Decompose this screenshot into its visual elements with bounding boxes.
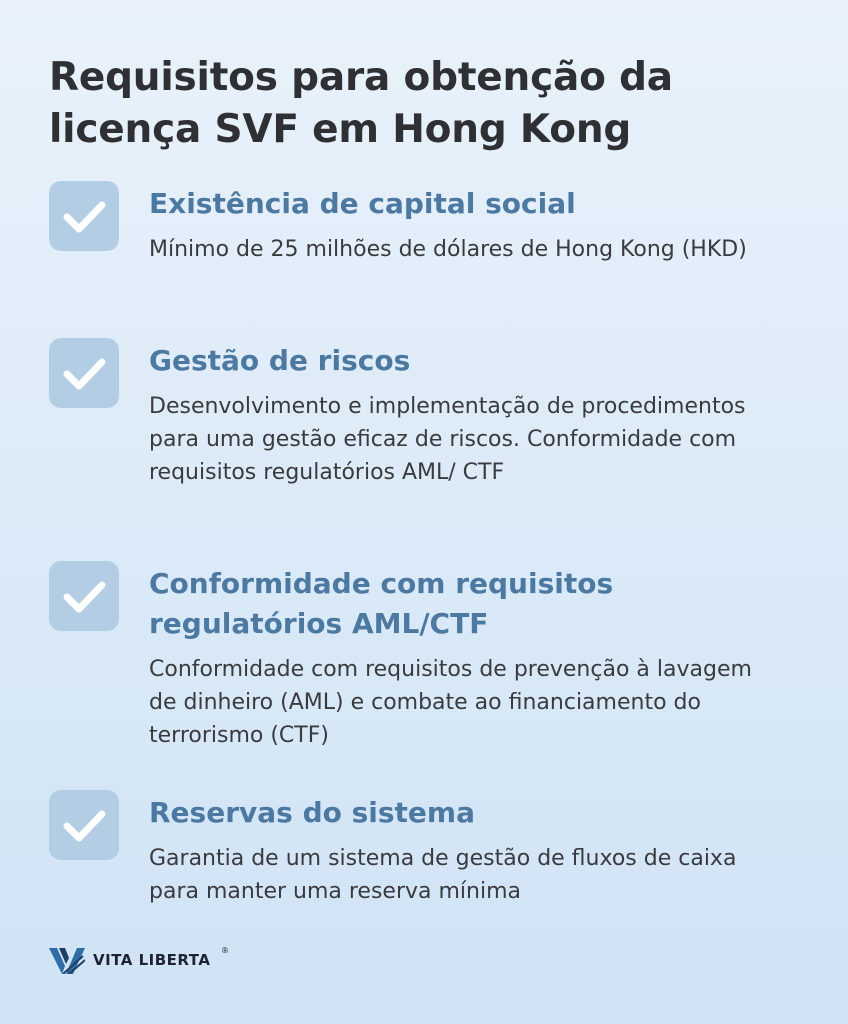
brand-name: VITA LIBERTA [93,951,211,969]
requirement-description: Mínimo de 25 milhões de dólares de Hong Kong (HKD) [149,237,747,262]
vita-liberta-logo-mark [49,948,85,974]
check-icon [49,181,119,251]
requirement-description: Desenvolvimento e implementação de procedimentos para uma gestão eficaz de riscos. Conformidade com requisitos regulatórios AML/ CTF [149,394,746,485]
check-icon [49,561,119,631]
check-icon [49,790,119,860]
requirement-title: Reservas do sistema [149,796,475,829]
requirement-description: Garantia de um sistema de gestão de fluxos de caixa para manter uma reserva mínima [149,846,737,904]
requirement-title: Existência de capital social [149,187,576,220]
registered-mark: ® [221,946,229,955]
requirement-description: Conformidade com requisitos de prevenção à lavagem de dinheiro (AML) e combate ao financiamento do terrorismo (CTF) [149,657,752,748]
page-title: Requisitos para obtenção da licença SVF em Hong Kong [49,55,673,152]
brand-logo [49,946,269,976]
requirement-title: Conformidade com requisitos regulatórios AML/CTF [149,567,614,640]
requirement-title: Gestão de riscos [149,344,411,377]
check-icon [49,338,119,408]
